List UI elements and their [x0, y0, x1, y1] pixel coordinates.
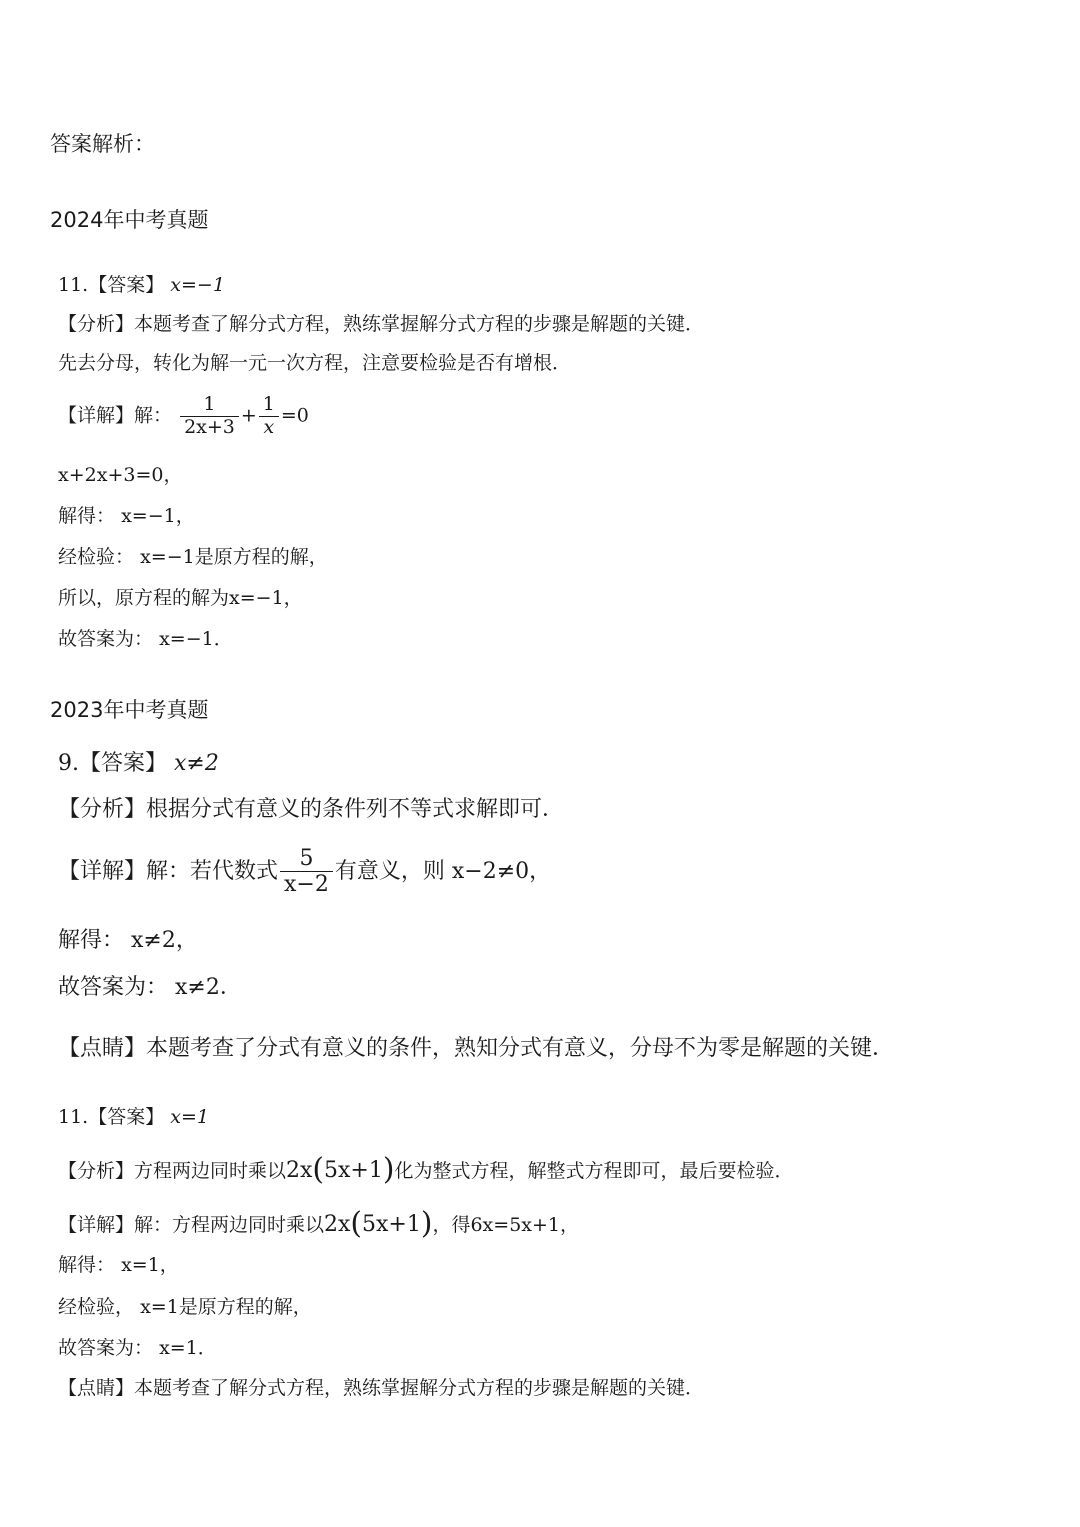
q11-2023-step2 — [58, 1296, 312, 1319]
right-paren: ) — [382, 1152, 395, 1187]
q11-2023-analysis — [58, 1152, 793, 1188]
fraction-denominator: x−2 — [284, 872, 329, 898]
step-value: x=1， — [121, 1254, 179, 1276]
analysis-tail: 化为整式方程，解整式方程即可，最后要检验． — [394, 1160, 794, 1182]
expr-factor-a: 2x — [286, 1158, 313, 1183]
detail-mid: ，得 — [432, 1214, 471, 1236]
q11-2024-step1: x+2x+3=0， — [58, 464, 183, 486]
answer-value: x=−1 — [170, 274, 225, 296]
q11-2024-step5 — [58, 628, 233, 651]
fraction-2-denominator: x — [263, 415, 275, 438]
analysis-expression — [286, 1152, 395, 1187]
answer-label: 9.【答案】 — [58, 751, 167, 776]
q9-2023-detail — [58, 846, 551, 898]
expr-factor-b: 5x+1 — [324, 1158, 383, 1183]
step-label: 故答案为： — [58, 628, 154, 650]
q11-2024-analysis-2: 先去分母，转化为解一元一次方程，注意要检验是否有增根． — [58, 352, 572, 374]
equals-zero: =0 — [280, 404, 309, 427]
q11-2024-detail — [58, 394, 309, 439]
detail-result: 6x=5x+1， — [470, 1214, 580, 1236]
detail-prefix: 【详解】解：方程两边同时乘以 — [58, 1214, 325, 1236]
detail-mid: 有意义，则 — [334, 858, 445, 884]
fraction-numerator: 5 — [280, 846, 333, 872]
q11-2023-step1 — [58, 1254, 179, 1277]
step-tail: 是原方程的解， — [178, 1296, 312, 1318]
q11-2023-answer — [58, 1106, 209, 1129]
step-label: 解得： — [58, 505, 116, 527]
left-paren: ( — [350, 1206, 363, 1241]
detail-prefix: 【详解】解： — [58, 404, 173, 427]
q9-2023-comment: 【点睛】本题考查了分式有意义的条件，熟知分式有意义，分母不为零是解题的关键． — [58, 1036, 895, 1061]
q9-2023-answer — [58, 751, 219, 777]
page-title: 答案解析： — [50, 132, 155, 156]
q11-2024-step4 — [58, 587, 303, 610]
fraction-2-numerator: 1 — [259, 394, 279, 417]
analysis-prefix: 【分析】方程两边同时乘以 — [58, 1160, 287, 1182]
q9-2023-step1 — [58, 928, 198, 954]
step-label: 经检验： — [58, 546, 135, 568]
q9-2023-step2 — [58, 975, 242, 1001]
detail-expression: x−2≠0， — [451, 858, 552, 884]
fraction-1 — [180, 394, 239, 439]
step-label: 经检验， — [58, 1296, 135, 1318]
step-value: x≠2， — [131, 928, 198, 953]
step-label: 所以，原方程的解为 — [58, 587, 230, 609]
q11-2024-step2 — [58, 505, 195, 528]
step-value: x=−1 — [140, 546, 195, 568]
step-tail: 是原方程的解， — [194, 546, 328, 568]
step-value: x=−1， — [229, 587, 303, 609]
step-label: 故答案为： — [58, 975, 169, 1000]
answer-value: x≠2 — [174, 751, 219, 776]
answer-label: 11.【答案】 — [58, 1106, 165, 1128]
fraction-1-numerator: 1 — [180, 394, 239, 417]
step-label: 解得： — [58, 1254, 116, 1276]
step-value: x=−1． — [159, 628, 233, 650]
fraction-1-denominator: 2x+3 — [184, 415, 235, 438]
q11-2024-step3 — [58, 546, 328, 569]
q11-2024-answer — [58, 274, 225, 297]
step-value: x=1 — [140, 1296, 179, 1318]
q9-2023-analysis: 【分析】根据分式有意义的条件列不等式求解即可． — [58, 797, 565, 822]
fraction-2 — [259, 394, 279, 439]
q11-2023-step3 — [58, 1337, 217, 1360]
section-title-2024: 2024年中考真题 — [50, 208, 209, 232]
step-label: 解得： — [58, 928, 125, 953]
answer-label: 11.【答案】 — [58, 274, 165, 296]
step-value: x≠2． — [175, 975, 242, 1000]
right-paren: ) — [420, 1206, 433, 1241]
detail-prefix: 【详解】解：若代数式 — [58, 858, 279, 884]
q11-2023-comment: 【点睛】本题考查了解分式方程，熟练掌握解分式方程的步骤是解题的关键． — [58, 1377, 705, 1399]
plus-sign: + — [240, 404, 257, 427]
step-value: x=−1， — [121, 505, 195, 527]
step-value: x=1． — [159, 1337, 217, 1359]
q11-2024-analysis: 【分析】本题考查了解分式方程，熟练掌握解分式方程的步骤是解题的关键． — [58, 313, 705, 335]
left-paren: ( — [312, 1152, 325, 1187]
expr-factor-a: 2x — [324, 1212, 351, 1237]
step-label: 故答案为： — [58, 1337, 154, 1359]
detail-expression — [324, 1206, 433, 1241]
fraction — [280, 846, 333, 898]
expr-factor-b: 5x+1 — [362, 1212, 421, 1237]
answer-value: x=1 — [170, 1106, 209, 1128]
section-title-2023: 2023年中考真题 — [50, 698, 209, 722]
q11-2023-detail — [58, 1206, 579, 1242]
